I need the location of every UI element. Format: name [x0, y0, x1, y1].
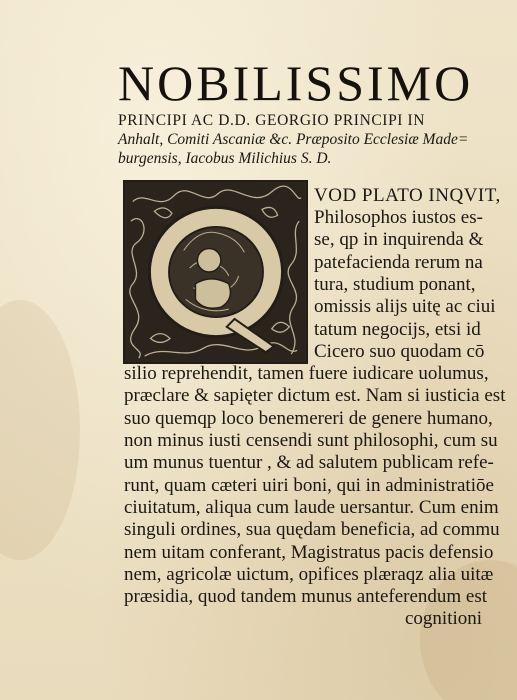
body-line: se, qp in inquirenda & [314, 229, 484, 250]
body-line: nem uitam conferant, Magistratus pacis defensio [124, 542, 494, 563]
body-line: suo quemqp loco benemereri de genere humano, [124, 408, 493, 429]
body-line: præclare & sapięter dictum est. Nam si iusticia est [124, 385, 506, 406]
body-line: tatum negocijs, etsi id [314, 319, 481, 340]
body-line: runt, quam cæteri uiri boni, qui in administratiōe [124, 475, 494, 496]
body-line: Philosophos iustos es- [314, 207, 483, 228]
body-line: præsidia, quod tandem munus anteferendum est [124, 586, 488, 607]
dedication-line: PRINCIPI AC D.D. GEORGIO PRINCIPI IN [118, 112, 426, 129]
body-line: tura, studium ponant, [314, 274, 476, 295]
body-line: Cicero suo quodam cō [314, 341, 485, 362]
page-title: NOBILISSIMO [118, 55, 474, 111]
dedication-line: burgensis, Iacobus Milichius S. D. [118, 150, 332, 167]
woodcut-initial-icon [125, 182, 306, 362]
body-line: VOD PLATO INQVIT, [314, 185, 501, 206]
paper-stain [0, 300, 80, 560]
body-line: singuli ordines, sua quędam beneficia, ad commu [124, 519, 500, 540]
body-line: patefacienda rerum na [314, 252, 483, 273]
body-line: ciuitatum, aliqua cum laude uersantur. Cum enim [124, 497, 499, 518]
body-line: silio reprehendit, tamen fuere iudicare uolumus, [124, 363, 489, 384]
body-line: non minus iusti censendi sunt philosophi, cum su [124, 430, 498, 451]
dedication-line: Anhalt, Comiti Ascaniæ &c. Præposito Ecclesiæ Made= [118, 131, 469, 148]
body-line: um munus tuentur , & ad salutem publicam refe- [124, 452, 494, 473]
catchword: cognitioni [405, 608, 483, 629]
body-line: omissis alijs uitę ac ciui [314, 296, 496, 317]
body-line: nem, agricolæ uictum, opifices plæraqz alia uitæ [124, 564, 494, 585]
decorated-initial-q [123, 180, 308, 364]
